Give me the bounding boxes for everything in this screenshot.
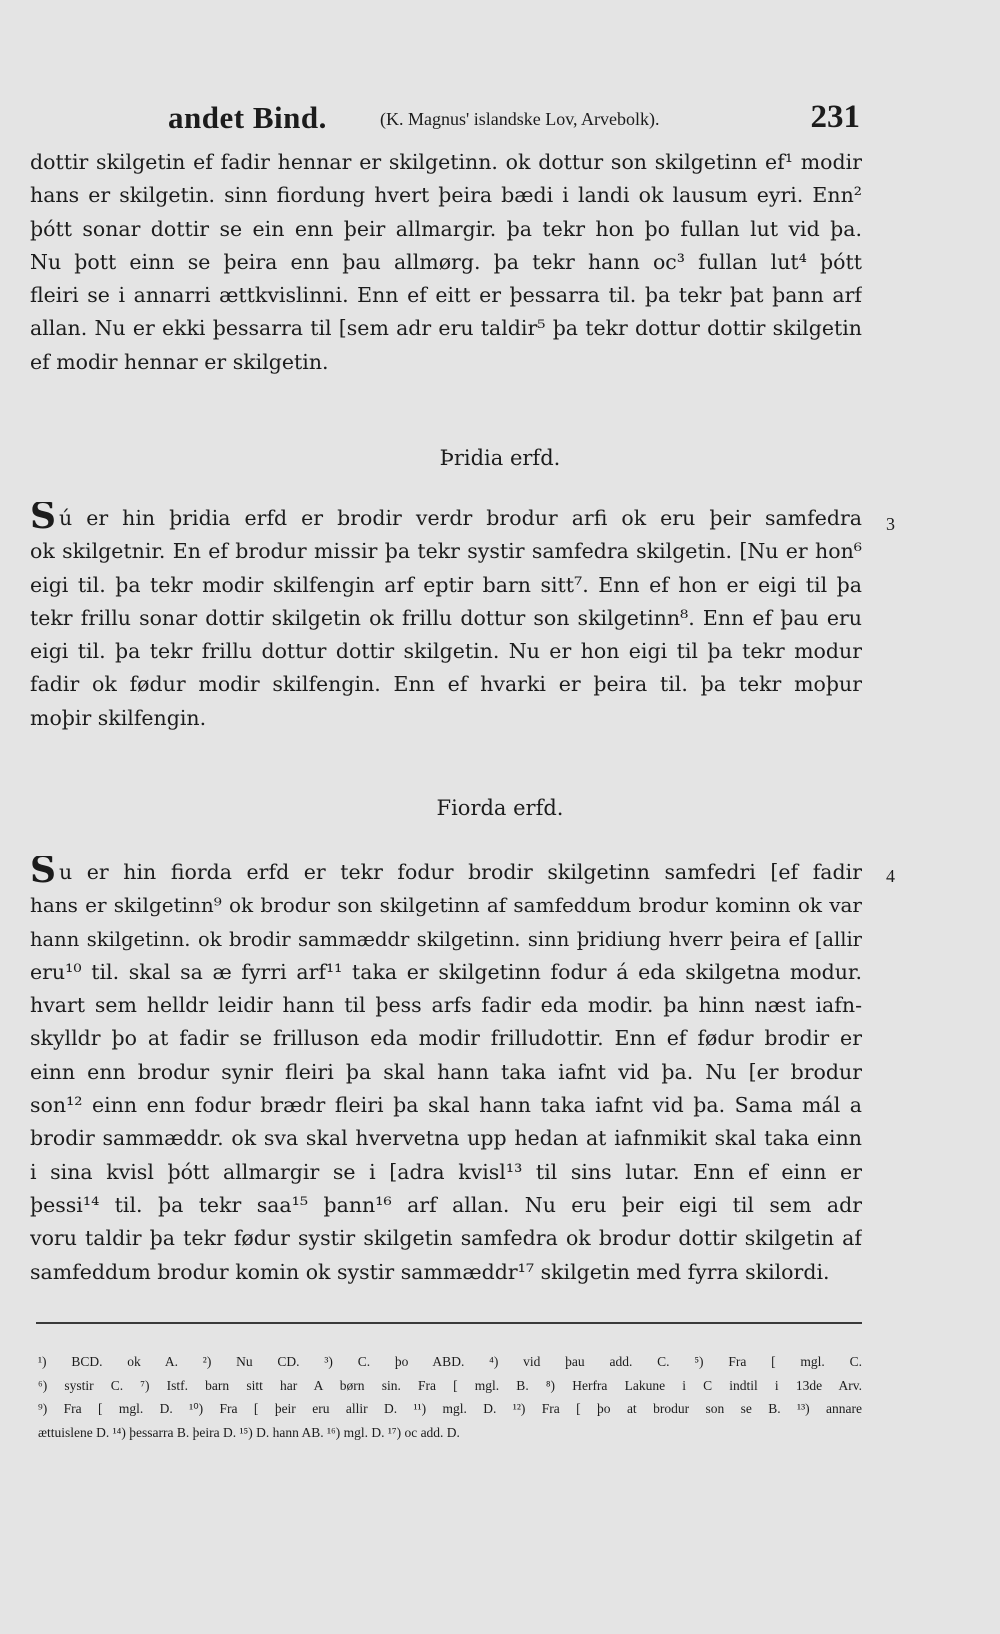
text-line: brodir sammæddr. ok sva skal hvervetna upp hedan at iafnmikit skal taka einn — [30, 1126, 862, 1151]
section-third-paragraph — [30, 502, 862, 735]
text-line: þessi¹⁴ til. þa tekr saa¹⁵ þann¹⁶ arf allan. Nu eru þeir eigi til sem adr — [30, 1192, 862, 1217]
text-line: einn enn brodur synir fleiri þa skal hann taka iafnt vid þa. Nu [er brodur — [30, 1059, 862, 1084]
footnote-line: ⁹) Fra [ mgl. D. ¹⁰) Fra [ þeir eru allir D. ¹¹) mgl. D. ¹²) Fra [ þo at brodur son se B. ¹³) annare — [38, 1401, 862, 1416]
text-line: hann skilgetinn. ok brodir sammæddr skilgetinn. sinn þridiung hverr þeira ef [allir — [30, 927, 862, 951]
text-line: dottir skilgetin ef fadir hennar er skilgetinn. ok dottur son skilgetinn ef¹ modir — [30, 150, 862, 174]
text-line: ok skilgetnir. En ef brodur missir þa tekr systir samfedra skilgetin. [Nu er hon⁶ — [30, 539, 862, 564]
intro-paragraph — [30, 146, 862, 379]
footnote-line: ⁶) systir C. ⁷) Istf. barn sitt har A børn sin. Fra [ mgl. B. ⁸) Herfra Lakune i C indtil i 13de Arv. — [38, 1377, 862, 1393]
text-line: hans er skilgetin. sinn fiordung hvert þeira bædi i landi ok lausum eyri. Enn² — [30, 183, 862, 208]
footnote-line: ættuislene D. ¹⁴) þessarra B. þeira D. ¹⁵) D. hann AB. ¹⁶) mgl. D. ¹⁷) oc add. D. — [38, 1424, 460, 1440]
running-subtitle: (K. Magnus' islandske Lov, Arvebolk). — [380, 109, 660, 129]
drop-initial: S — [30, 856, 56, 890]
footnote-line: ¹) BCD. ok A. ²) Nu CD. ³) C. þo ABD. ⁴) vid þau add. C. ⁵) Fra [ mgl. C. — [38, 1354, 862, 1369]
text-line: hans er skilgetinn⁹ ok brodur son skilgetinn af samfeddum brodur kominn ok var — [30, 893, 862, 918]
drop-initial: S — [30, 502, 56, 536]
text-line-rest: u er hin fiorda erfd er tekr fodur brodir skilgetinn samfedri [ef fadir — [59, 860, 862, 884]
text-line: ef modir hennar er skilgetin. — [30, 349, 329, 374]
text-line: skylldr þo at fadir se frilluson eda modir frilludottir. Enn ef fødur brodir er — [30, 1026, 862, 1051]
text-line: moþir skilfengin. — [30, 705, 207, 730]
footnote-divider — [36, 1322, 862, 1324]
section-heading-fourth: Fiorda erfd. — [436, 796, 564, 820]
text-line: i sina kvisl þótt allmargir se i [adra kvisl¹³ til sins lutar. Enn ef einn er — [30, 1159, 862, 1184]
text-line: eru¹⁰ til. skal sa æ fyrri arf¹¹ taka er skilgetinn fodur á eda skilgetna modur. — [30, 959, 862, 984]
text-line: tekr frillu sonar dottir skilgetin ok frillu dottur son skilgetinn⁸. Enn ef þau eru — [30, 605, 862, 630]
text-line: Nu þott einn se þeira enn þau allmørg. þa tekr hann oc³ fullan lut⁴ þótt — [30, 249, 862, 274]
page-number: 231 — [810, 99, 860, 135]
running-head — [168, 86, 860, 136]
volume-title: andet Bind. — [168, 100, 327, 135]
text-line-rest: ú er hin þridia erfd er brodir verdr brodur arfi ok eru þeir samfedra — [59, 506, 862, 530]
text-line: son¹² einn enn fodur brædr fleiri þa skal hann taka iafnt vid þa. Sama mál a — [30, 1093, 862, 1118]
section-marginal-number: 4 — [886, 866, 895, 886]
text-line-first — [30, 502, 862, 535]
text-line: allan. Nu er ekki þessarra til [sem adr eru taldir⁵ þa tekr dottur dottir skilgetin — [30, 316, 862, 341]
section-marginal-number: 3 — [886, 514, 895, 534]
text-line: hvart sem helldr leidir hann til þess arfs fadir eda modir. þa hinn næst iafn- — [30, 993, 862, 1018]
text-line: samfeddum brodur komin ok systir sammæddr¹⁷ skilgetin med fyrra skilordi. — [30, 1259, 830, 1284]
text-line: þótt sonar dottir se ein enn þeir allmargir. þa tekr hon þo fullan lut vid þa. — [30, 216, 862, 241]
text-line: fleiri se i annarri ættkvislinni. Enn ef eitt er þessarra til. þa tekr þat þann arf — [30, 283, 862, 308]
footnotes — [38, 1350, 862, 1444]
section-fourth-paragraph — [30, 856, 862, 1289]
section-heading-third: Þridia erfd. — [439, 446, 561, 470]
text-line: eigi til. þa tekr modir skilfengin arf eptir barn sitt⁷. Enn ef hon er eigi til þa — [30, 572, 862, 597]
text-line: voru taldir þa tekr fødur systir skilgetin samfedra ok brodur dottir skilgetin af — [30, 1226, 862, 1251]
text-line: eigi til. þa tekr frillu dottur dottir skilgetin. Nu er hon eigi til þa tekr modur — [30, 639, 862, 664]
text-line-first — [30, 856, 862, 889]
text-line: fadir ok fødur modir skilfengin. Enn ef hvarki er þeira til. þa tekr moþur — [30, 672, 862, 697]
